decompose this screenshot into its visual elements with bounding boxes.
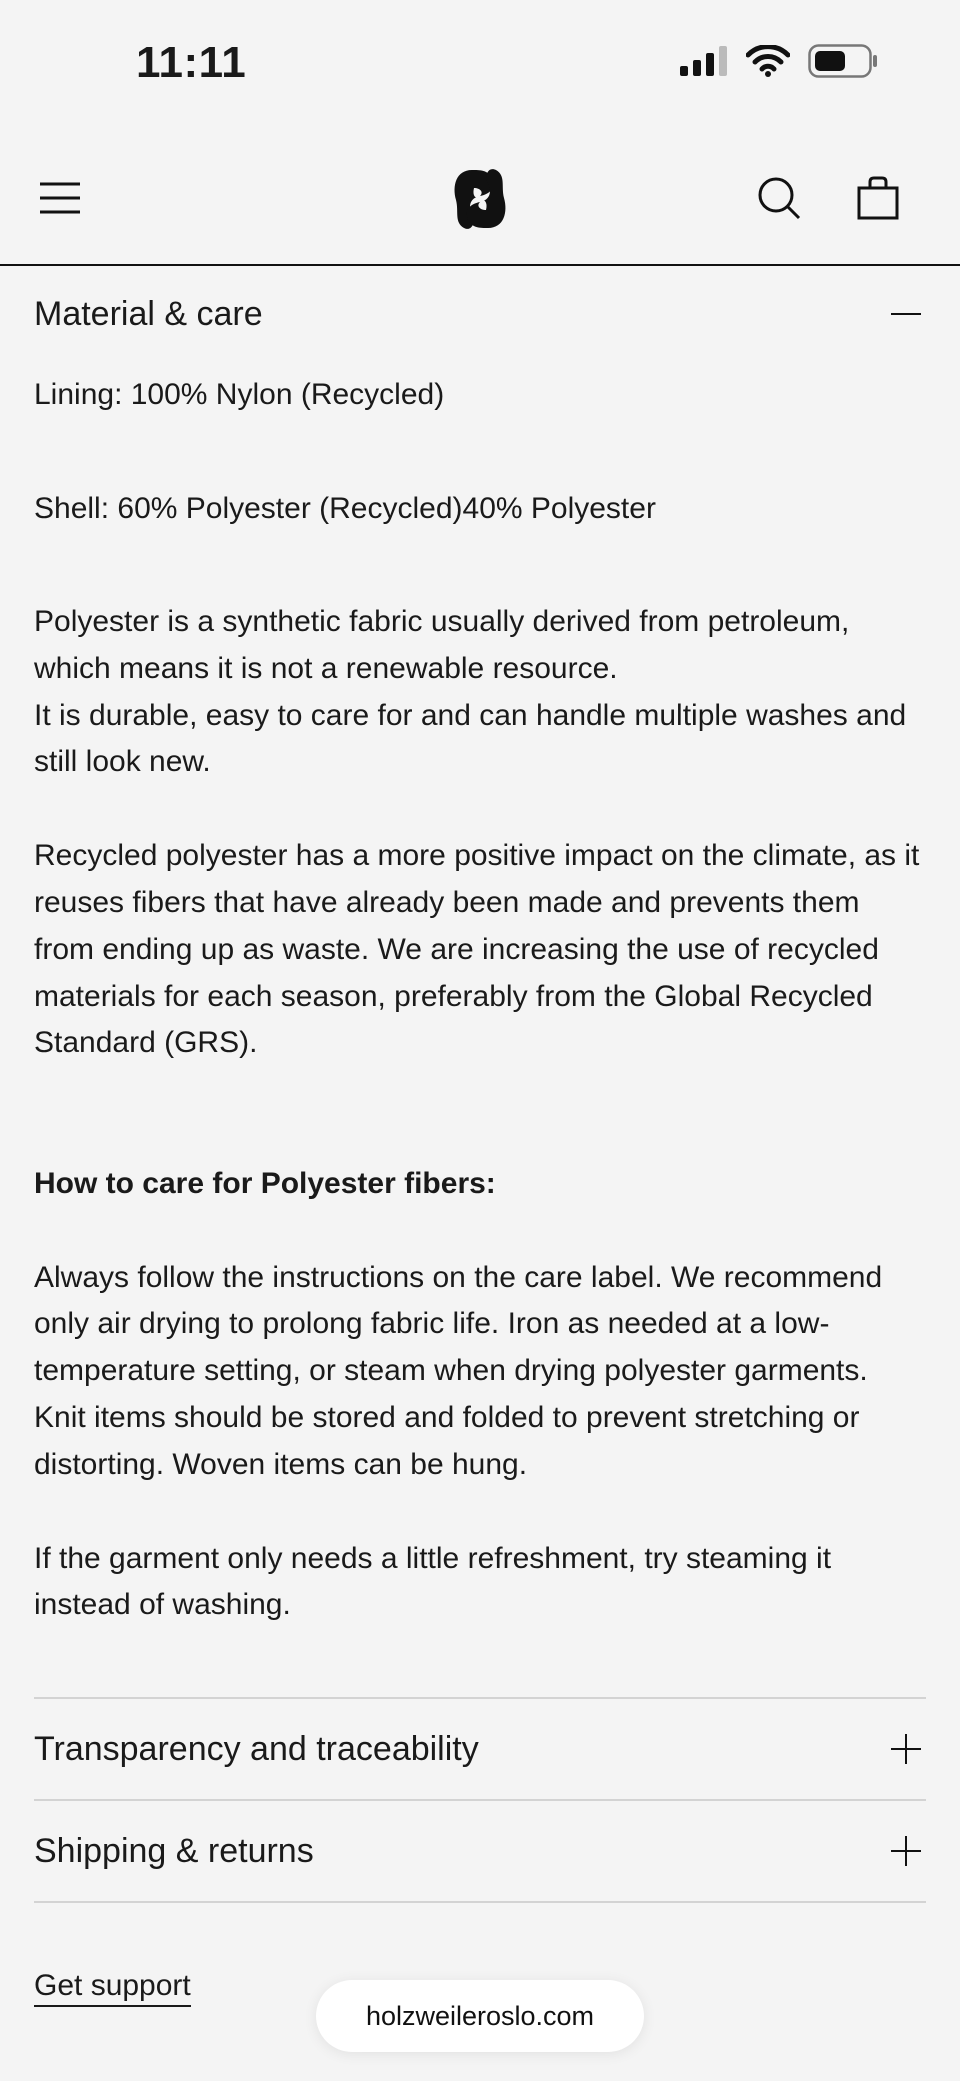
wifi-icon: [746, 45, 790, 82]
site-header: [0, 130, 960, 266]
care-instructions: [34, 1114, 926, 1488]
accordion-transparency[interactable]: [34, 1697, 926, 1799]
battery-icon: [808, 44, 878, 83]
url-text: holzweileroslo.com: [365, 2000, 595, 2031]
brand-logo[interactable]: [450, 166, 510, 232]
product-details: [34, 264, 926, 2007]
accordion-shipping[interactable]: [34, 1799, 926, 1903]
lining-composition: Lining: 100% Nylon (Recycled): [34, 378, 445, 411]
get-support-link[interactable]: Get support: [34, 1969, 191, 2007]
search-icon[interactable]: [753, 172, 805, 224]
expand-plus-icon[interactable]: [886, 1831, 926, 1871]
cellular-signal-icon: [680, 46, 728, 81]
expand-plus-icon[interactable]: [886, 1729, 926, 1769]
recycled-polyester-description: Recycled polyester has a more positive impact on the climate, as it reuses fibers that have already been made and prevents them from ending up as waste. We are increasing the use of recycled materials for each season, preferably from the Global Recycled Standard (GRS).: [34, 839, 920, 1060]
accordion-transparency-title: Transparency and traceability: [34, 1729, 479, 1768]
material-care-header[interactable]: [34, 264, 926, 364]
care-text: Always follow the instructions on the care label. We recommend only air drying to prolong fabric life. Iron as needed at a low-temperature setting, or steam when drying polyester garments. Knit items should be stored and folded to prevent stretching or distorting. Woven items can be hung.: [34, 1260, 883, 1481]
shopping-bag-icon[interactable]: [852, 172, 904, 224]
refresh-tip: If the garment only needs a little refreshment, try steaming it instead of washing.: [34, 1541, 832, 1622]
browser-url-bar[interactable]: [316, 1980, 644, 2052]
material-care-title: Material & care: [34, 294, 263, 333]
accordion-shipping-title: Shipping & returns: [34, 1831, 314, 1870]
hamburger-menu-icon[interactable]: [34, 172, 86, 224]
status-bar: [0, 0, 960, 130]
care-title: How to care for Polyester fibers:: [34, 1166, 496, 1200]
status-icons: [680, 44, 878, 83]
collapse-minus-icon[interactable]: [886, 294, 926, 334]
polyester-description: Polyester is a synthetic fabric usually derived from petroleum, which means it is not a renewable resource. It is durable, easy to care for and can handle multiple washes and still look new.: [34, 605, 907, 779]
shell-composition: Shell: 60% Polyester (Recycled)40% Polyester: [34, 492, 656, 525]
status-time: 11:11: [136, 38, 247, 87]
